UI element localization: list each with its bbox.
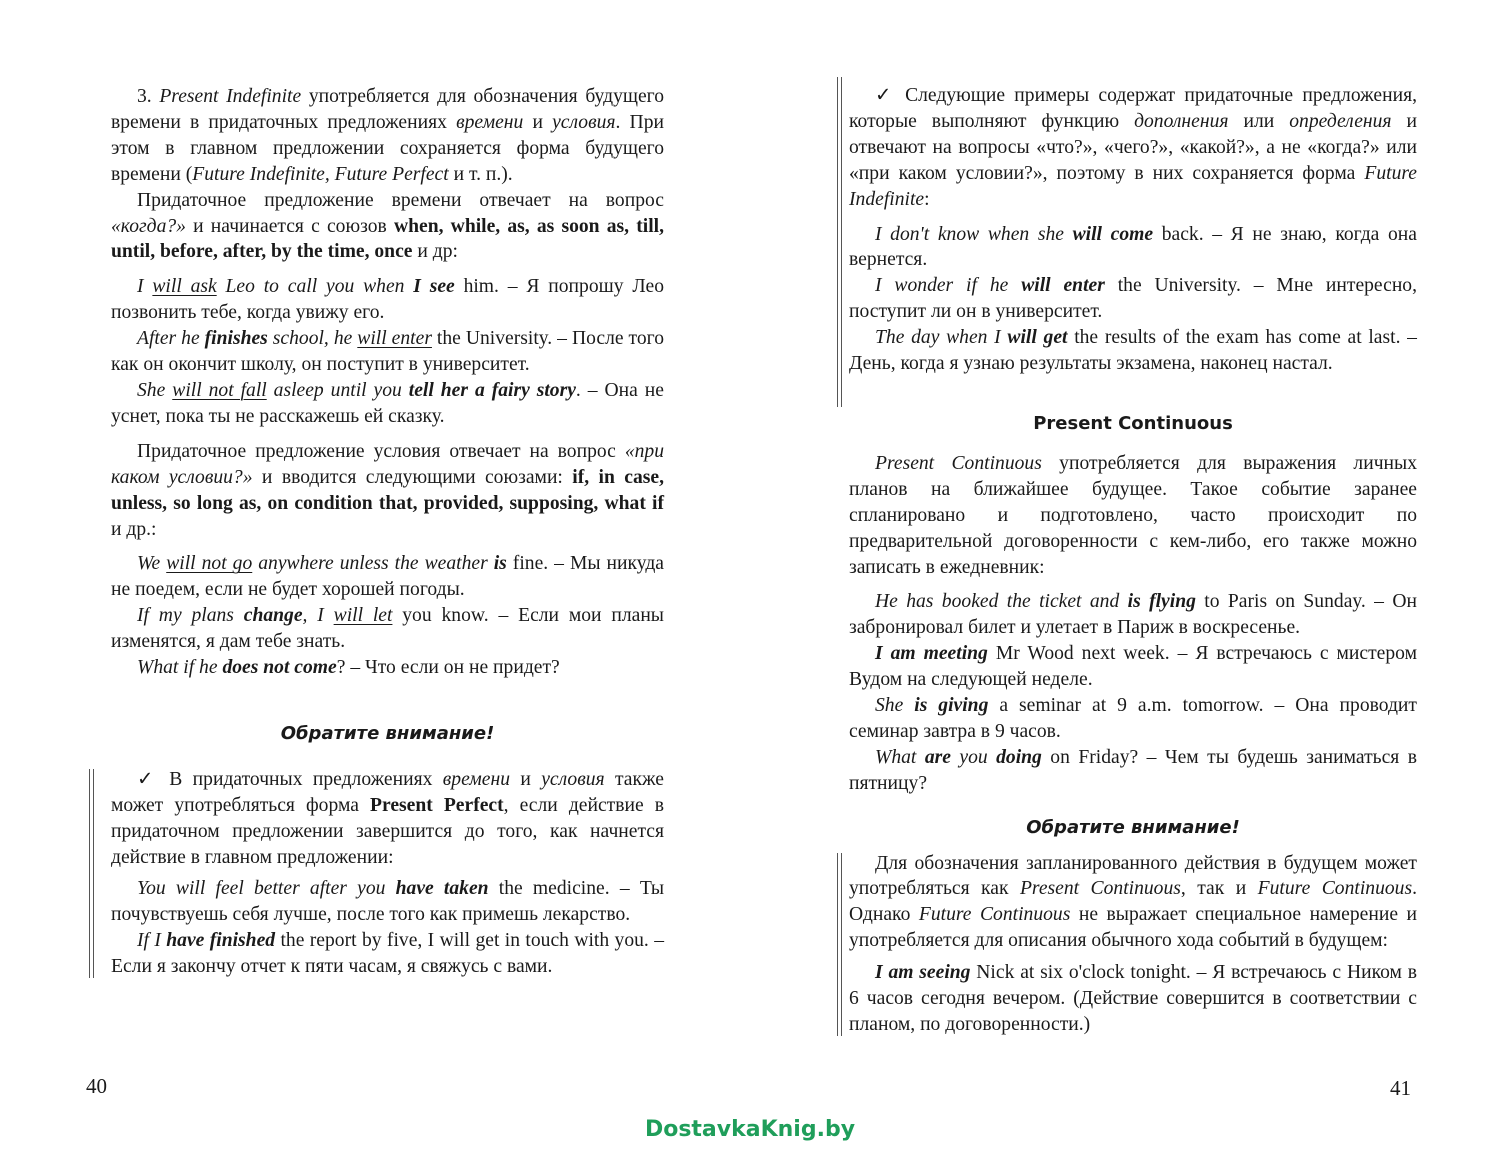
example [849,589,1417,641]
box-paragraph [849,851,1417,955]
text: и начинается с союзов [185,215,394,237]
example [111,551,664,603]
example-verb: is [493,553,507,575]
notice-box-top [849,83,1417,377]
box-rule [837,853,842,1036]
text: , так и [1180,878,1258,900]
text: Для обозначения запланированного действия в будущем может употребляться как [849,852,1417,900]
right-page-text [849,83,1417,1038]
check-icon: ✓ [875,85,906,106]
term: Future Indefinite, Future Perfect [192,163,449,185]
example [849,641,1417,693]
example-translation: a seminar at 9 a.m. tomorrow. – Она проводит семинар завтра в 9 часов. [849,695,1417,742]
example-translation: you know. – Если мои планы изменятся, я дам тебе знать. [111,605,664,653]
example-verb: doing [996,746,1042,768]
example-text: I don't know when she [875,223,1073,245]
example-verb: I am seeing [875,962,971,984]
example-verb: will get [1007,327,1068,349]
example-verb: will let [333,605,393,627]
example-text: After he [137,328,205,350]
example-text: Leo to call you when [216,276,414,298]
example-verb: is flying [1127,591,1196,613]
example-verb: will ask [152,276,217,298]
example-verb: will come [1072,223,1154,245]
section3-paragraph [111,84,664,188]
text: и [510,768,542,790]
text: и т. п.). [448,163,513,185]
text: или [1228,110,1290,132]
term: Present Perfect [370,794,504,816]
example-text: He has booked the ticket and [875,591,1128,613]
text: . Однако [849,878,1417,926]
text: и вводится следующими союзами: [252,466,573,488]
section-heading: Present Continuous [1033,412,1233,434]
left-page [0,0,750,1110]
example-verb: change [243,605,303,627]
check-icon: ✓ [137,768,170,790]
box-rule [837,77,842,407]
example [849,222,1417,274]
term: времени [456,111,524,133]
example-translation: fine. – Мы никуда не поедем, если не будет хорошей погоды. [111,553,664,601]
section-number: 3. [137,86,160,107]
example-translation: the medicine. – Ты почувствуешь себя лучше, после того как примешь лекарство. [111,878,664,926]
example-verb: tell her a fairy story [408,379,576,401]
example [111,603,664,655]
example [111,655,664,681]
page-number: 40 [86,1074,107,1098]
example-translation: . – Она не уснет, пока ты не расскажешь ей сказку. [111,379,664,427]
term: времени [442,768,510,790]
notice-box [111,767,664,980]
example-translation: the results of the exam has come at last. – День, когда я узнаю результаты экзамена, наконец настал. [849,327,1417,375]
example-verb: I see [413,276,455,298]
example-text: What if he [137,657,223,679]
example [849,960,1417,1038]
example-text: We [137,553,167,575]
text: и отвечают на вопросы «что?», «чего?», «какой?», а не «когда?» или «при каком условии?», поэтому в них сохраняется форма [849,110,1418,184]
text: и [523,111,553,133]
term: Present Continuous [875,452,1042,474]
text: В придаточных предложениях [169,768,443,790]
term: «при каком условии?» [111,440,664,488]
example-text: anywhere unless the weather [252,553,494,575]
example-verb: have taken [395,878,489,900]
example-text: asleep until you [266,379,409,401]
example-translation: Nick at six o'clock tonight. – Я встречаюсь с Ником в 6 часов сегодня вечером. (Действие совершится в соответствии с планом, по договоренности.) [849,962,1417,1035]
text: Следующие примеры содержат придаточные предложения, которые выполняют функцию [849,85,1417,132]
example [111,876,664,928]
term: Present Continuous [1019,878,1181,900]
conjunctions: when, while, as, as soon as, till, until, before, after, by the time, once [111,215,664,263]
example-verb: will not fall [172,379,267,401]
right-page [750,0,1500,1110]
example-verb: are [924,746,951,768]
example-verb: will enter [357,328,432,350]
notice-heading: Обратите внимание! [280,722,495,744]
example-text: The day when I [875,327,1008,349]
example-translation: him. – Я попрошу Лео позвонить тебе, когда увижу его. [111,276,664,324]
example [849,273,1417,325]
text: также может употребляться форма [111,768,664,816]
text: и др.: [111,518,157,540]
pc-intro-paragraph [849,451,1417,581]
term: Future Indefinite [849,162,1417,210]
example [111,378,664,430]
example [849,693,1417,745]
term: дополнения [1134,110,1229,132]
term: условия [552,111,616,133]
example-translation: back. – Я не знаю, когда она вернется. [849,223,1417,271]
text: употребляется для выражения личных планов на ближайшее будущее. Такое событие заранее спланировано и подготовлено, часто происходит по предварительной договоренности с кем-либо, его также можно записать в ежедневник: [849,452,1418,578]
example [111,326,664,378]
term: «когда?» [111,215,186,237]
box-rule [89,769,94,978]
example-text: you [950,746,997,768]
example-text: school, he [267,328,358,350]
text: Придаточное предложение времени отвечает на вопрос [137,189,664,211]
example-text: I wonder if he [875,275,1022,297]
term: Future Continuous [918,904,1071,926]
example-verb: have finished [166,930,276,952]
example-translation: ? – Что если он не придет? [336,657,560,679]
example-translation: the University. – Мне интересно, поступит ли он в университет. [849,275,1417,323]
example-text: I [137,276,153,298]
example-verb: is giving [914,695,989,717]
text: , если действие в придаточном предложении завершится до того, как начнется действие в главном предложении: [111,794,664,868]
example-verb: will enter [1021,275,1105,297]
example [849,745,1417,797]
conjunctions: if, in case, unless, so long as, on condition that, provided, supposing, what if [111,466,665,514]
term: определения [1289,110,1392,132]
box-paragraph [111,767,664,871]
page-number: 41 [1390,1076,1411,1100]
example-translation: the University. – После того как он окончит школу, он поступит в университет. [111,328,665,376]
example [111,928,664,980]
notice-box-bottom [849,851,1417,1038]
example-text: If I [137,930,167,952]
text: не выражает специальное намерение и употребляется для описания обычного хода событий в будущем: [849,904,1418,952]
example-text: She [875,695,915,717]
example-translation: on Friday? – Чем ты будешь заниматься в пятницу? [849,746,1417,794]
example-text: If my plans [137,605,244,627]
text: употребляется для обозначения будущего времени в придаточных предложениях [111,86,665,133]
term: условия [541,768,605,790]
example-translation: to Paris on Sunday. – Он забронировал билет и улетает в Париж в воскресенье. [849,591,1417,639]
condition-clause-paragraph [111,439,664,543]
example-text: She [137,379,173,401]
example-text: You will feel better after you [137,878,396,900]
example-verb: will not go [166,553,253,575]
term: Future Continuous [1257,878,1413,900]
left-page-text [111,84,664,980]
example-text: What [875,746,925,768]
watermark-footer [0,1110,1500,1158]
example-verb: finishes [204,328,268,350]
example-verb: does not come [222,657,337,679]
text: Придаточное предложение условия отвечает на вопрос [137,440,625,462]
example-text: , I [302,605,334,627]
example-verb: I am meeting [875,643,988,665]
example-translation: the report by five, I will get in touch with you. – Если я закончу отчет к пяти часам, я свяжусь с вами. [111,930,665,978]
time-clause-paragraph [111,188,664,266]
text: и др: [412,241,458,263]
box-paragraph [849,83,1417,213]
text: . При этом в главном предложении сохраняется форма будущего времени ( [111,111,664,185]
notice-heading: Обратите внимание! [1026,816,1240,838]
example [849,325,1417,377]
example [111,274,664,326]
example-translation: Mr Wood next week. – Я встречаюсь с мистером Вудом на следующей неделе. [849,643,1417,691]
text: : [924,188,930,210]
site-watermark: DostavkaKnig.by [644,1117,856,1142]
term: Present Indefinite [159,86,302,107]
